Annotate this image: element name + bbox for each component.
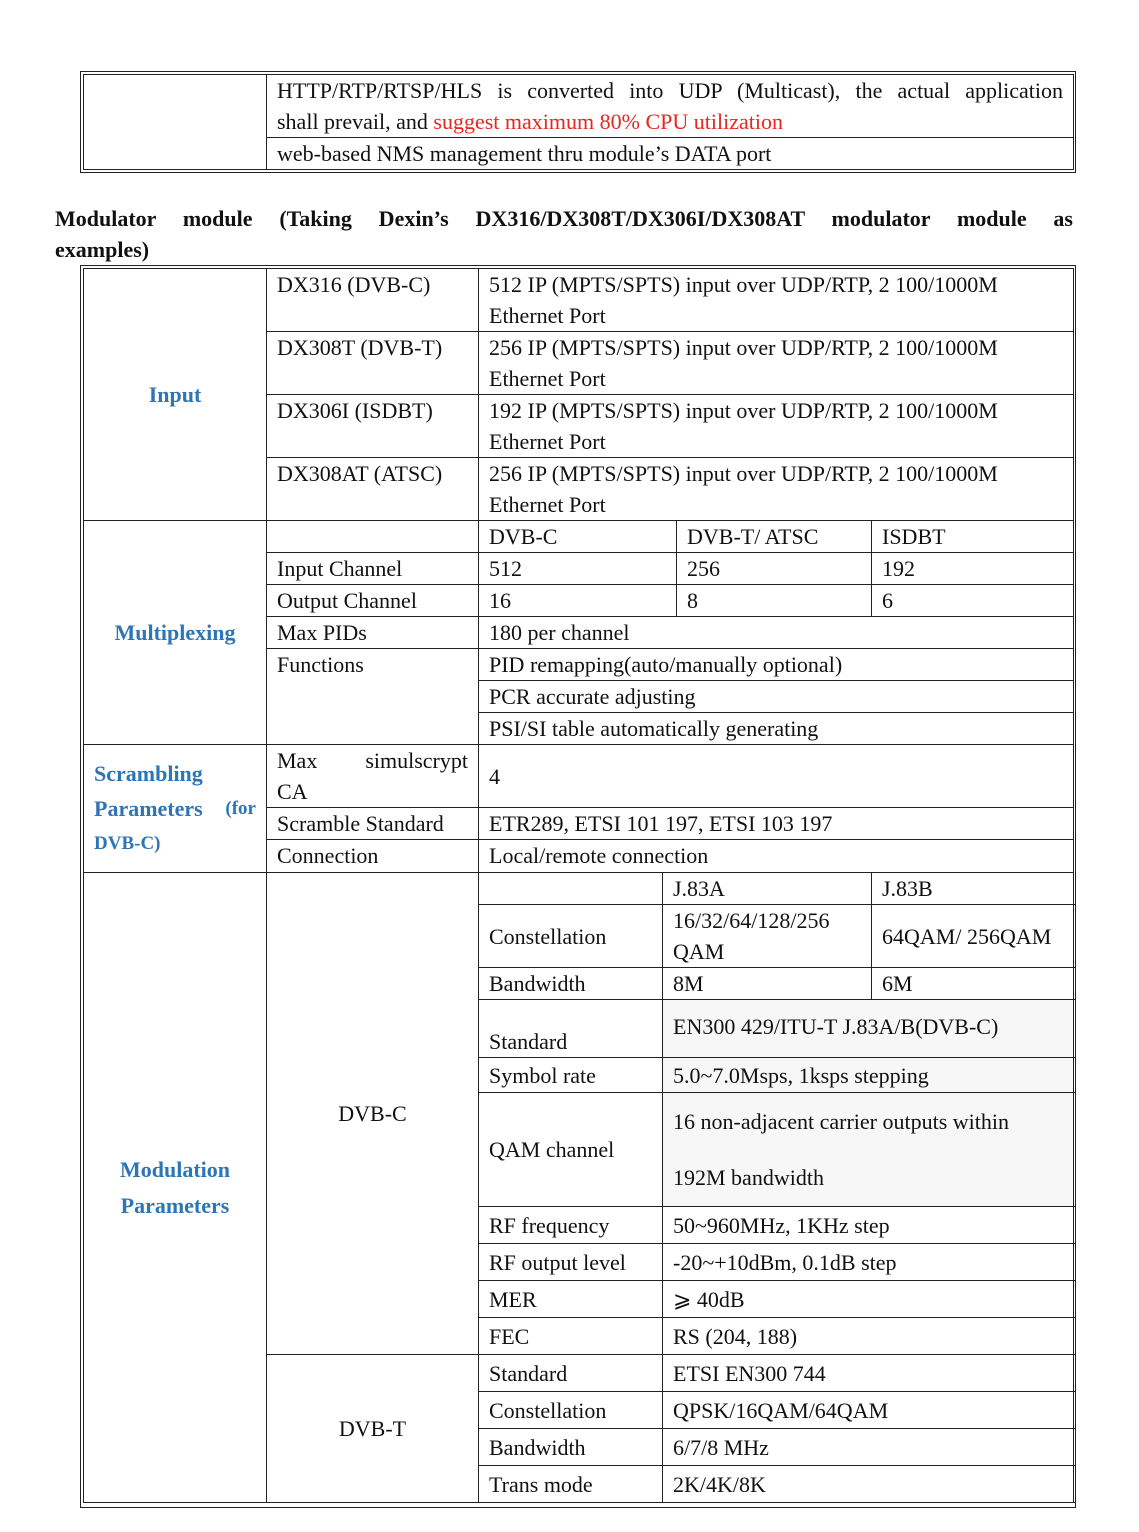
dvbt-constellation-label: Constellation xyxy=(479,1392,663,1429)
dvbc-constellation-a-line2: QAM xyxy=(673,939,725,964)
section-heading xyxy=(55,203,1073,265)
modulation-label-line2: Parameters xyxy=(120,1192,230,1218)
qam-channel-line2: 192M bandwidth xyxy=(673,1164,824,1190)
mer-label: MER xyxy=(479,1281,663,1318)
qam-channel-label: QAM channel xyxy=(479,1093,663,1207)
output-channel-isdbt: 6 xyxy=(872,585,1074,617)
dvbt-constellation-value: QPSK/16QAM/64QAM xyxy=(663,1392,1074,1429)
rf-output-level-value: -20~+10dBm, 0.1dB step xyxy=(663,1244,1074,1281)
scrambling-label-line3: DVB-C) xyxy=(94,833,161,854)
scrambling-max-ca-row xyxy=(84,745,1074,808)
section-heading-line2: examples) xyxy=(55,237,150,262)
modulator-spec-table xyxy=(83,268,1074,1503)
max-ca-word1: Max xyxy=(277,748,318,773)
input-desc-line2: Ethernet Port xyxy=(489,492,606,517)
max-ca-value: 4 xyxy=(479,745,1074,808)
dvbc-bandwidth-a: 8M xyxy=(663,968,872,1000)
modulation-section-label xyxy=(84,873,267,1503)
nms-management-cell: web-based NMS management thru module’s DATA port xyxy=(267,138,1074,170)
symbol-rate-label: Symbol rate xyxy=(479,1058,663,1093)
input-desc-line1: 256 IP (MPTS/SPTS) input over UDP/RTP, 2 100/1000M xyxy=(489,335,998,360)
dvbc-constellation-a-line1: 16/32/64/128/256 xyxy=(673,908,830,933)
input-channel-isdbt: 192 xyxy=(872,553,1074,585)
input-row xyxy=(84,269,1074,332)
dvbc-standard-label: Standard xyxy=(479,1000,663,1058)
function-item: PID remapping(auto/manually optional) xyxy=(479,649,1074,681)
qam-channel-line1: 16 non-adjacent carrier outputs within xyxy=(673,1108,1010,1134)
dvbc-bandwidth-label: Bandwidth xyxy=(479,968,663,1000)
input-model: DX306I (ISDBT) xyxy=(267,395,479,458)
input-desc xyxy=(479,395,1074,458)
input-desc xyxy=(479,332,1074,395)
top-table xyxy=(83,74,1074,170)
output-channel-dvbc: 16 xyxy=(479,585,677,617)
dvbc-col-j83b: J.83B xyxy=(872,873,1074,905)
mer-value: ⩾ 40dB xyxy=(663,1281,1074,1318)
dvbt-standard-label: Standard xyxy=(479,1355,663,1392)
max-pids-value: 180 per channel xyxy=(479,617,1074,649)
output-channel-label: Output Channel xyxy=(267,585,479,617)
scrambling-label-line1: Scrambling xyxy=(94,761,203,786)
modulation-label-line1: Modulation xyxy=(119,1156,231,1182)
rf-output-level-label: RF output level xyxy=(479,1244,663,1281)
scrambling-label-line2a: Parameters xyxy=(94,796,203,821)
dvbc-col-j83a: J.83A xyxy=(663,873,872,905)
trans-mode-value: 2K/4K/8K xyxy=(663,1466,1074,1503)
input-channel-dvbc: 512 xyxy=(479,553,677,585)
function-item: PSI/SI table automatically generating xyxy=(479,713,1074,745)
max-ca-label xyxy=(267,745,479,808)
input-model: DX316 (DVB-C) xyxy=(267,269,479,332)
rf-frequency-value: 50~960MHz, 1KHz step xyxy=(663,1207,1074,1244)
input-desc-line2: Ethernet Port xyxy=(489,303,606,328)
dvbt-bandwidth-label: Bandwidth xyxy=(479,1429,663,1466)
scrambling-section-label xyxy=(84,745,267,873)
fec-value: RS (204, 188) xyxy=(663,1318,1074,1355)
dvbt-bandwidth-value: 6/7/8 MHz xyxy=(663,1429,1074,1466)
input-model: DX308AT (ATSC) xyxy=(267,458,479,521)
input-desc-line2: Ethernet Port xyxy=(489,366,606,391)
trans-mode-label: Trans mode xyxy=(479,1466,663,1503)
top-table-empty-cell xyxy=(84,75,267,170)
fec-label: FEC xyxy=(479,1318,663,1355)
input-desc-line2: Ethernet Port xyxy=(489,429,606,454)
cpu-utilization-cell xyxy=(267,75,1074,138)
cpu-text-line1: HTTP/RTP/RTSP/HLS is converted into UDP (Multicast), the actual application xyxy=(277,78,1063,103)
dvbc-constellation-label: Constellation xyxy=(479,905,663,968)
input-desc-line1: 256 IP (MPTS/SPTS) input over UDP/RTP, 2 100/1000M xyxy=(489,461,998,486)
connection-value: Local/remote connection xyxy=(479,840,1074,873)
rf-frequency-label: RF frequency xyxy=(479,1207,663,1244)
mux-col-isdbt: ISDBT xyxy=(872,521,1074,553)
mux-header-row xyxy=(84,521,1074,553)
max-pids-label: Max PIDs xyxy=(267,617,479,649)
cpu-suggestion-red: suggest maximum 80% CPU utilization xyxy=(433,109,783,134)
section-heading-line1: Modulator module (Taking Dexin’s DX316/DX308T/DX306I/DX308AT modulator module as xyxy=(55,206,1073,231)
input-channel-label: Input Channel xyxy=(267,553,479,585)
cpu-text-line2: shall prevail, and xyxy=(277,109,434,134)
input-desc-line1: 512 IP (MPTS/SPTS) input over UDP/RTP, 2 100/1000M xyxy=(489,272,998,297)
input-desc xyxy=(479,458,1074,521)
dvbc-constellation-a xyxy=(663,905,872,968)
input-desc-line1: 192 IP (MPTS/SPTS) input over UDP/RTP, 2 100/1000M xyxy=(489,398,998,423)
input-section-label: Input xyxy=(84,269,267,521)
mux-col-dvbt-atsc: DVB-T/ ATSC xyxy=(677,521,872,553)
max-ca-word2: simulscrypt xyxy=(365,748,468,773)
mux-col-dvbc: DVB-C xyxy=(479,521,677,553)
qam-channel-value xyxy=(663,1093,1074,1207)
input-desc xyxy=(479,269,1074,332)
dvbc-standard-value: EN300 429/ITU-T J.83A/B(DVB-C) xyxy=(663,1000,1074,1058)
dvbt-standard-value: ETSI EN300 744 xyxy=(663,1355,1074,1392)
scrambling-label-line2b: (for xyxy=(225,798,256,819)
dvbc-group-label: DVB-C xyxy=(267,873,479,1355)
symbol-rate-value: 5.0~7.0Msps, 1ksps stepping xyxy=(663,1058,1074,1093)
input-channel-dvbt: 256 xyxy=(677,553,872,585)
max-ca-word3: CA xyxy=(277,779,308,804)
dvbt-group-label: DVB-T xyxy=(267,1355,479,1503)
dvbc-constellation-b: 64QAM/ 256QAM xyxy=(872,905,1074,968)
scramble-standard-value: ETR289, ETSI 101 197, ETSI 103 197 xyxy=(479,808,1074,840)
multiplexing-section-label: Multiplexing xyxy=(84,521,267,745)
mux-empty-cell xyxy=(267,521,479,553)
output-channel-dvbt: 8 xyxy=(677,585,872,617)
dvbc-bandwidth-b: 6M xyxy=(872,968,1074,1000)
dvbc-header-row xyxy=(84,873,1074,905)
input-model: DX308T (DVB-T) xyxy=(267,332,479,395)
scramble-standard-label: Scramble Standard xyxy=(267,808,479,840)
connection-label: Connection xyxy=(267,840,479,873)
function-item: PCR accurate adjusting xyxy=(479,681,1074,713)
functions-label: Functions xyxy=(267,649,479,745)
dvbc-empty-cell xyxy=(479,873,663,905)
